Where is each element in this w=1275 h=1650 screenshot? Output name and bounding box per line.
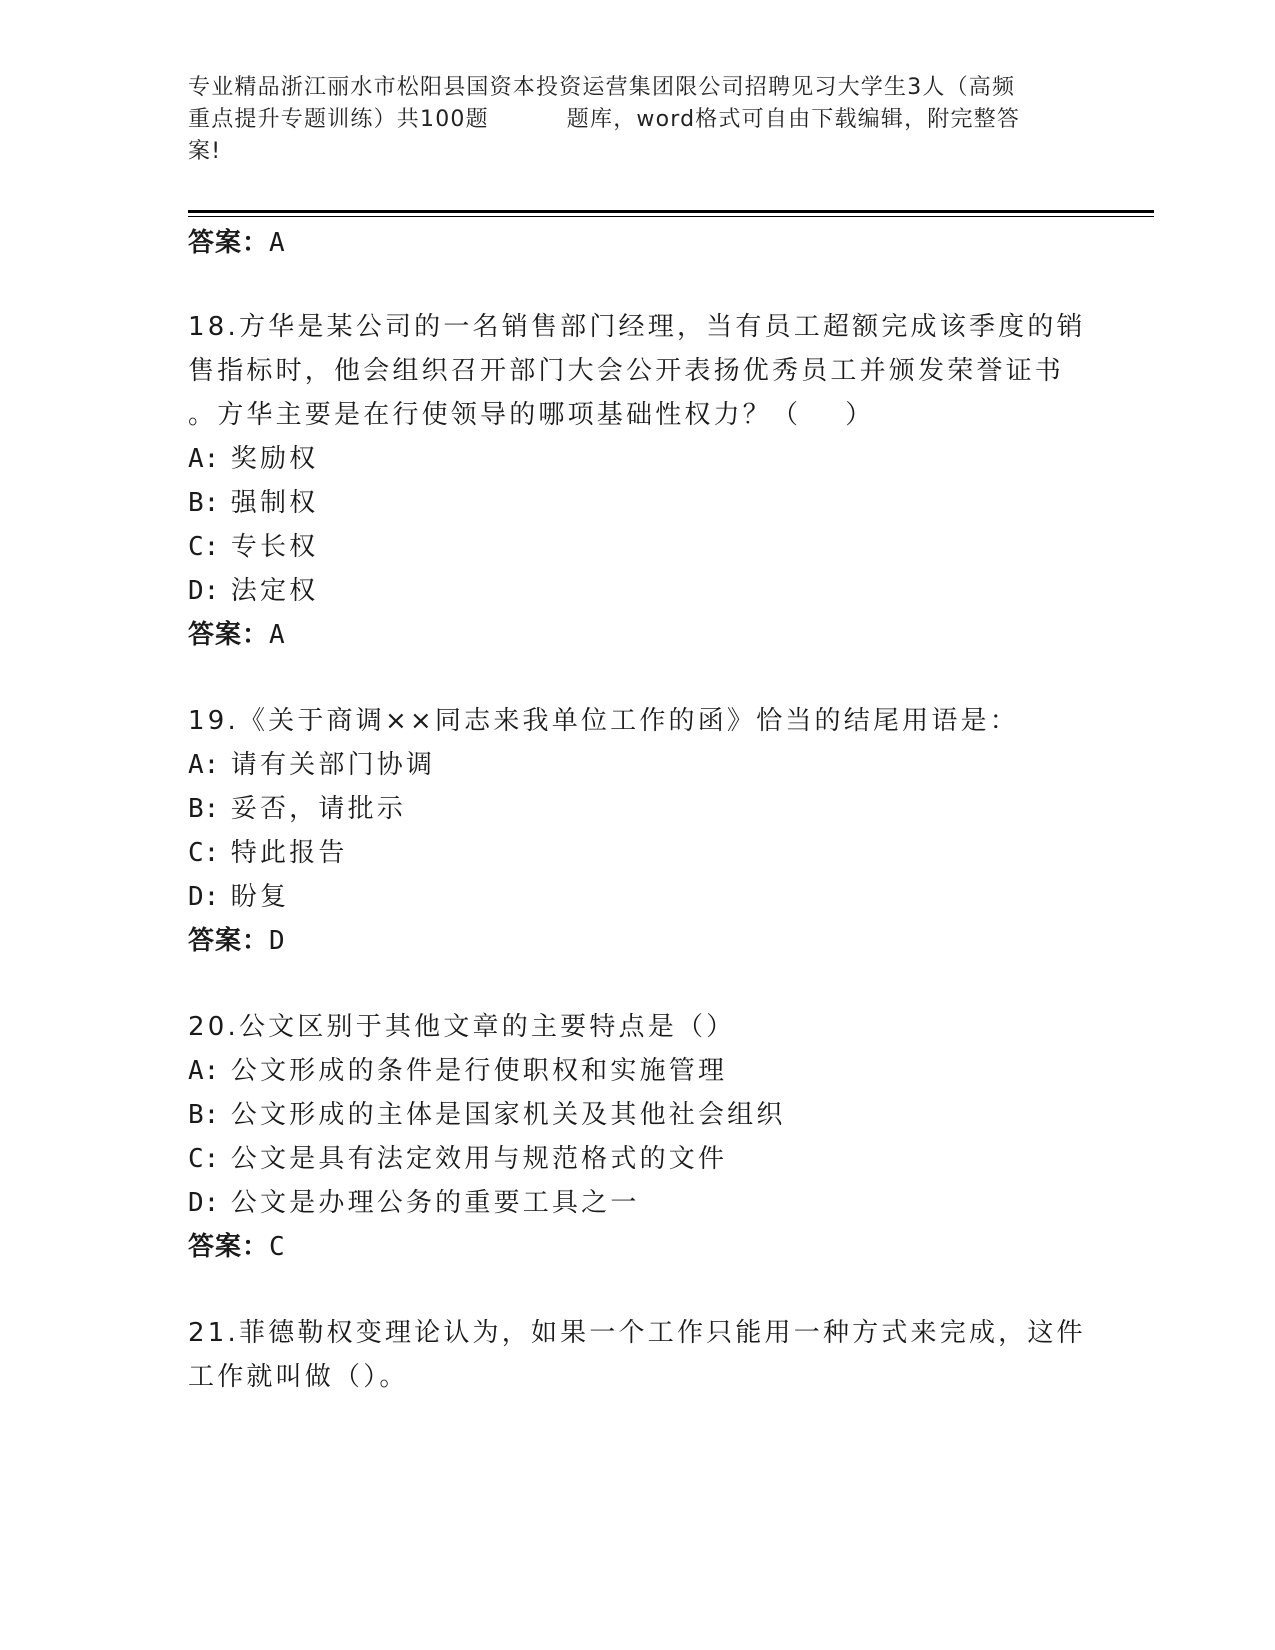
- question-18-line-3-part-1: 。方华主要是在行使领导的哪项基础性权力？（: [188, 400, 802, 430]
- question-18-option-d: [188, 570, 318, 607]
- question-19-option-b: [188, 788, 406, 825]
- answer-value: A: [269, 228, 286, 258]
- option-text: 妥否，请批示: [230, 794, 406, 824]
- question-20-option-d: [188, 1182, 640, 1219]
- option-key: B:: [188, 794, 220, 824]
- answer-label: 答案：: [188, 620, 270, 650]
- header-line-2: [188, 104, 1088, 136]
- option-key: B:: [188, 1100, 220, 1130]
- question-20-option-c: [188, 1138, 727, 1175]
- option-key: B:: [188, 488, 220, 518]
- question-18-line-3: [188, 394, 874, 431]
- option-key: C:: [188, 838, 220, 868]
- question-18-answer: [188, 614, 286, 651]
- option-key: C:: [188, 1144, 220, 1174]
- answer-label: 答案：: [188, 1232, 270, 1262]
- question-18-option-c: [188, 526, 318, 563]
- option-text: 强制权: [230, 488, 319, 518]
- header-line-3: 案!: [188, 139, 222, 164]
- question-19-option-d: [188, 876, 289, 913]
- header-rule-thick: [188, 210, 1154, 213]
- question-20-line-1: 20.公文区别于其他文章的主要特点是（）: [188, 1012, 736, 1042]
- question-19-answer: [188, 920, 286, 957]
- question-19-option-c: [188, 832, 348, 869]
- header-line-2-part-1: 重点提升专题训练）共100题: [188, 107, 489, 132]
- option-text: 特此报告: [230, 838, 348, 868]
- option-text: 公文是具有法定效用与规范格式的文件: [230, 1144, 728, 1174]
- option-text: 请有关部门协调: [230, 750, 436, 780]
- answer-value: C: [269, 1232, 286, 1262]
- option-key: A:: [188, 444, 220, 474]
- option-text: 专长权: [230, 532, 319, 562]
- question-20-option-a: [188, 1050, 727, 1087]
- answer-value: D: [269, 926, 286, 956]
- question-21-line-1: 21.菲德勒权变理论认为，如果一个工作只能用一种方式来完成，这件: [188, 1318, 1086, 1348]
- document-header: [188, 72, 1088, 168]
- question-18-line-2: 售指标时，他会组织召开部门大会公开表扬优秀员工并颁发荣誉证书: [188, 356, 1065, 386]
- option-text: 公文形成的条件是行使职权和实施管理: [230, 1056, 728, 1086]
- question-18-option-b: [188, 482, 318, 519]
- question-20-option-b: [188, 1094, 786, 1131]
- option-key: D:: [188, 882, 220, 912]
- answer-value: A: [269, 620, 286, 650]
- option-key: A:: [188, 750, 220, 780]
- answer-label: 答案：: [188, 926, 270, 956]
- option-key: D:: [188, 576, 220, 606]
- question-19-line-1: 19.《关于商调××同志来我单位工作的函》恰当的结尾用语是：: [188, 706, 1019, 736]
- option-key: D:: [188, 1188, 220, 1218]
- question-20-answer: [188, 1226, 286, 1263]
- option-key: C:: [188, 532, 220, 562]
- question-21-line-2: 工作就叫做（）。: [188, 1362, 409, 1392]
- question-18-line-1: 18.方华是某公司的一名销售部门经理，当有员工超额完成该季度的销: [188, 312, 1086, 342]
- question-18-line-3-part-2: ）: [845, 400, 875, 430]
- question-18-option-a: [188, 438, 318, 475]
- option-text: 奖励权: [230, 444, 319, 474]
- question-19-option-a: [188, 744, 435, 781]
- answer-label: 答案：: [188, 228, 270, 258]
- option-text: 法定权: [230, 576, 319, 606]
- option-key: A:: [188, 1056, 220, 1086]
- header-line-2-part-2: 题库，word格式可自由下载编辑，附完整答: [566, 107, 1021, 132]
- option-text: 公文是办理公务的重要工具之一: [230, 1188, 640, 1218]
- top-answer: [188, 222, 286, 259]
- option-text: 公文形成的主体是国家机关及其他社会组织: [230, 1100, 786, 1130]
- option-text: 盼复: [230, 882, 290, 912]
- header-line-1: 专业精品浙江丽水市松阳县国资本投资运营集团限公司招聘见习大学生3人（高频: [188, 75, 1016, 100]
- header-rule-thin: [188, 216, 1154, 217]
